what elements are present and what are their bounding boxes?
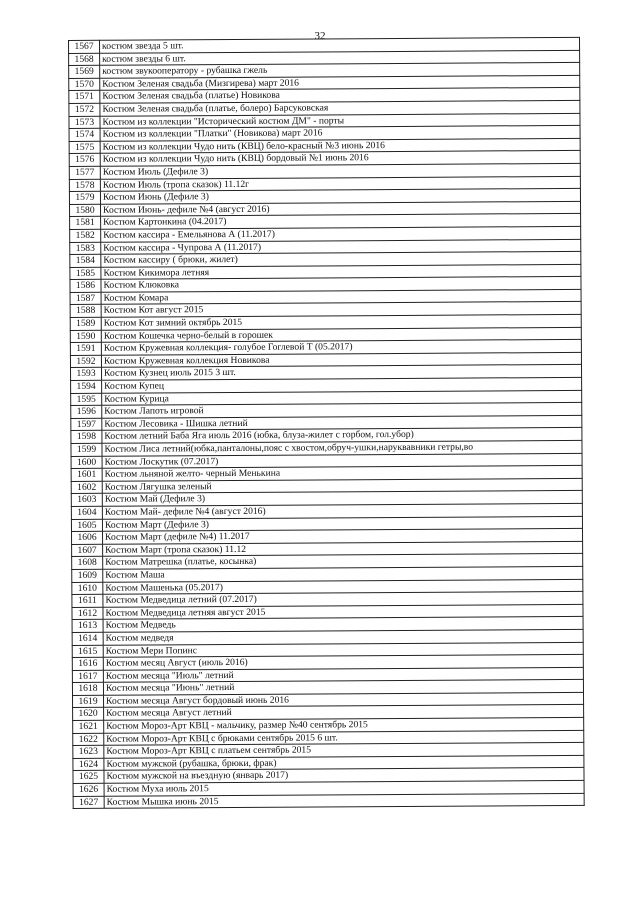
row-number: 1623	[73, 746, 104, 759]
item-name: Костюм Кот август 2015	[101, 302, 581, 318]
item-name: Костюм Медведица летняя август 2015	[103, 604, 583, 620]
row-number: 1583	[70, 242, 101, 255]
row-number: 1573	[69, 116, 100, 129]
item-name: Костюм Март (тропа сказок) 11.12	[103, 541, 583, 557]
row-number: 1613	[72, 620, 103, 633]
row-number: 1586	[70, 280, 101, 293]
row-number: 1581	[70, 217, 101, 230]
row-number: 1574	[69, 128, 100, 141]
row-number: 1601	[71, 468, 102, 481]
item-name: Костюм Купец	[102, 377, 582, 393]
item-name: Костюм из коллекции "Платки" (Новикова) март 2016	[100, 126, 580, 142]
row-number: 1602	[71, 481, 102, 494]
item-name: Костюм Июнь (Дефиле 3)	[100, 188, 580, 204]
item-name: костюм звезды 6 шт.	[100, 50, 580, 66]
item-name: Костюм из коллекции "Исторический костюм ДМ" - порты	[100, 113, 580, 129]
row-number: 1615	[72, 645, 103, 658]
item-name: Костюм Кот зимний октябрь 2015	[101, 314, 581, 330]
row-number: 1604	[71, 506, 102, 519]
row-number: 1619	[73, 695, 104, 708]
row-number: 1576	[69, 154, 100, 167]
item-name: Костюм Маша	[103, 566, 583, 582]
item-name: Костюм Комара	[101, 289, 581, 305]
item-name: Костюм Май- дефиле №4 (август 2016)	[102, 503, 582, 519]
row-number: 1614	[72, 632, 103, 645]
row-number: 1578	[69, 179, 100, 192]
row-number: 1596	[71, 406, 102, 419]
row-number: 1569	[69, 65, 100, 78]
row-number: 1580	[70, 204, 101, 217]
row-number: 1605	[71, 519, 102, 532]
item-name: Костюм кассира - Чупрова А (11.2017)	[101, 239, 581, 255]
item-name: Костюм Зеленая свадьба (платье) Новикова	[100, 88, 580, 104]
row-number: 1608	[72, 557, 103, 570]
row-number: 1621	[73, 720, 104, 733]
item-name: Костюм Мороз-Арт КВЦ с платьем сентябрь 2015	[104, 743, 584, 759]
row-number: 1585	[70, 267, 101, 280]
row-number: 1592	[70, 355, 101, 368]
row-number: 1597	[71, 418, 102, 431]
item-name: Костюм мужской (рубашка, брюки, фрак)	[104, 755, 584, 771]
row-number: 1625	[73, 771, 104, 784]
row-number: 1624	[73, 758, 104, 771]
inventory-table-body	[69, 37, 585, 808]
item-name: Костюм кассира - Емельянова А (11.2017)	[101, 226, 581, 242]
row-number: 1609	[72, 569, 103, 582]
item-name: Костюм месяца Август бордовый июнь 2016	[104, 692, 584, 708]
row-number: 1582	[70, 229, 101, 242]
row-number: 1571	[69, 91, 100, 104]
item-name: Костюм Мороз-Арт КВЦ - мальчику, размер №40 сентябрь 2015	[104, 717, 584, 733]
item-name: Костюм Кружевная коллекция Новикова	[101, 352, 581, 368]
item-name: Костюм Мери Попинс	[103, 642, 583, 658]
item-name: Костюм Зеленая свадьба (Мизгирева) март 2016	[100, 75, 580, 91]
row-number: 1627	[73, 796, 104, 809]
row-number: 1620	[73, 708, 104, 721]
row-number: 1603	[71, 494, 102, 507]
item-name: Костюм Лягушка зеленый	[102, 478, 582, 494]
item-name: Костюм Март (Дефиле 3)	[102, 516, 582, 532]
item-name: Костюм мужской на въездную (январь 2017)	[104, 768, 584, 784]
item-name: Костюм льняной желто- черный Менькина	[102, 466, 582, 482]
row-number: 1584	[70, 254, 101, 267]
item-name: Костюм медведя	[103, 629, 583, 645]
item-name: Костюм Медведица летний (07.2017)	[103, 591, 583, 607]
row-number: 1587	[70, 292, 101, 305]
row-number: 1591	[70, 343, 101, 356]
row-number: 1600	[71, 456, 102, 469]
inventory-table	[68, 37, 585, 809]
item-name: Костюм кассиру ( брюки, жилет)	[101, 251, 581, 267]
item-name: Костюм Медведь	[103, 617, 583, 633]
item-name: Костюм Муха июль 2015	[104, 780, 584, 796]
row-number: 1617	[72, 670, 103, 683]
row-number: 1590	[70, 330, 101, 343]
inventory-sheet	[68, 37, 585, 809]
item-name: Костюм Мышка июнь 2015	[104, 793, 584, 809]
item-name: Костюм Машенька (05.2017)	[103, 579, 583, 595]
row-number: 1577	[69, 166, 100, 179]
item-name: Костюм Лиса летний(юбка,панталоны,пояс с хвостом,обруч-ушки,наруквавники гетры,во	[102, 440, 582, 456]
item-name: Костюм месяц Август (июль 2016)	[103, 654, 583, 670]
item-name: Костюм Март (дефиле №4) 11.2017	[103, 529, 583, 545]
row-number: 1575	[69, 141, 100, 154]
row-number: 1567	[69, 40, 100, 53]
row-number: 1599	[71, 443, 102, 456]
item-name: Костюм Зеленая свадьба (платье, болеро) Барсуковская	[100, 100, 580, 116]
item-name: Костюм Курица	[102, 390, 582, 406]
row-number: 1622	[73, 733, 104, 746]
item-name: Костюм летний Баба Яга июль 2016 (юбка, блуза-жилет с горбом, гол.убор)	[102, 428, 582, 444]
item-name: Костюм месяца "Июнь" летний	[103, 680, 583, 696]
row-number: 1570	[69, 78, 100, 91]
item-name: Костюм Июль (Дефиле 3)	[100, 163, 580, 179]
item-name: Костюм Кузнец июль 2015 3 шт.	[102, 365, 582, 381]
item-name: Костюм месяца "Июль" летний	[103, 667, 583, 683]
item-name: Костюм Клюковка	[101, 277, 581, 293]
item-name: костюм звукооператору - рубашка гжель	[100, 63, 580, 79]
row-number: 1579	[69, 191, 100, 204]
row-number: 1568	[69, 53, 100, 66]
item-name: Костюм Кружевная коллекция- голубое Гоглевой Т (05.2017)	[101, 340, 581, 356]
row-number: 1611	[72, 594, 103, 607]
item-name: Костюм Кошечка черно-белый в горошек	[101, 327, 581, 343]
item-name: Костюм Мороз-Арт КВЦ с брюками сентябрь 2015 6 шт.	[104, 730, 584, 746]
table-row	[73, 793, 584, 809]
row-number: 1595	[71, 393, 102, 406]
item-name: Костюм месяца Август летний	[104, 705, 584, 721]
item-name: Костюм из коллекции Чудо нить (КВЦ) бордовый №1 июнь 2016	[100, 151, 580, 167]
row-number: 1610	[72, 582, 103, 595]
row-number: 1589	[70, 317, 101, 330]
item-name: Костюм Матрешка (платье, косынка)	[103, 554, 583, 570]
row-number: 1593	[71, 368, 102, 381]
item-name: Костюм Картонкина (04.2017)	[101, 214, 581, 230]
row-number: 1572	[69, 103, 100, 116]
row-number: 1618	[72, 683, 103, 696]
row-number: 1588	[70, 305, 101, 318]
item-name: Костюм Лесовика - Шишка летний	[102, 415, 582, 431]
item-name: Костюм Кикимора летняя	[101, 264, 581, 280]
item-name: Костюм Лоскутик (07.2017)	[102, 453, 582, 469]
item-name: Костюм Май (Дефиле 3)	[102, 491, 582, 507]
row-number: 1607	[72, 544, 103, 557]
row-number: 1626	[73, 783, 104, 796]
item-name: Костюм Лапоть игровой	[102, 403, 582, 419]
row-number: 1606	[72, 531, 103, 544]
row-number: 1594	[71, 380, 102, 393]
item-name: Костюм Июнь- дефиле №4 (август 2016)	[101, 201, 581, 217]
item-name: Костюм из коллекции Чудо нить (КВЦ) бело-красный №3 июнь 2016	[100, 138, 580, 154]
row-number: 1616	[72, 657, 103, 670]
item-name: костюм звезда 5 шт.	[100, 37, 580, 53]
item-name: Костюм Июль (тропа сказок) 11.12г	[100, 176, 580, 192]
row-number: 1598	[71, 431, 102, 444]
row-number: 1612	[72, 607, 103, 620]
page-number: 32	[314, 30, 326, 42]
